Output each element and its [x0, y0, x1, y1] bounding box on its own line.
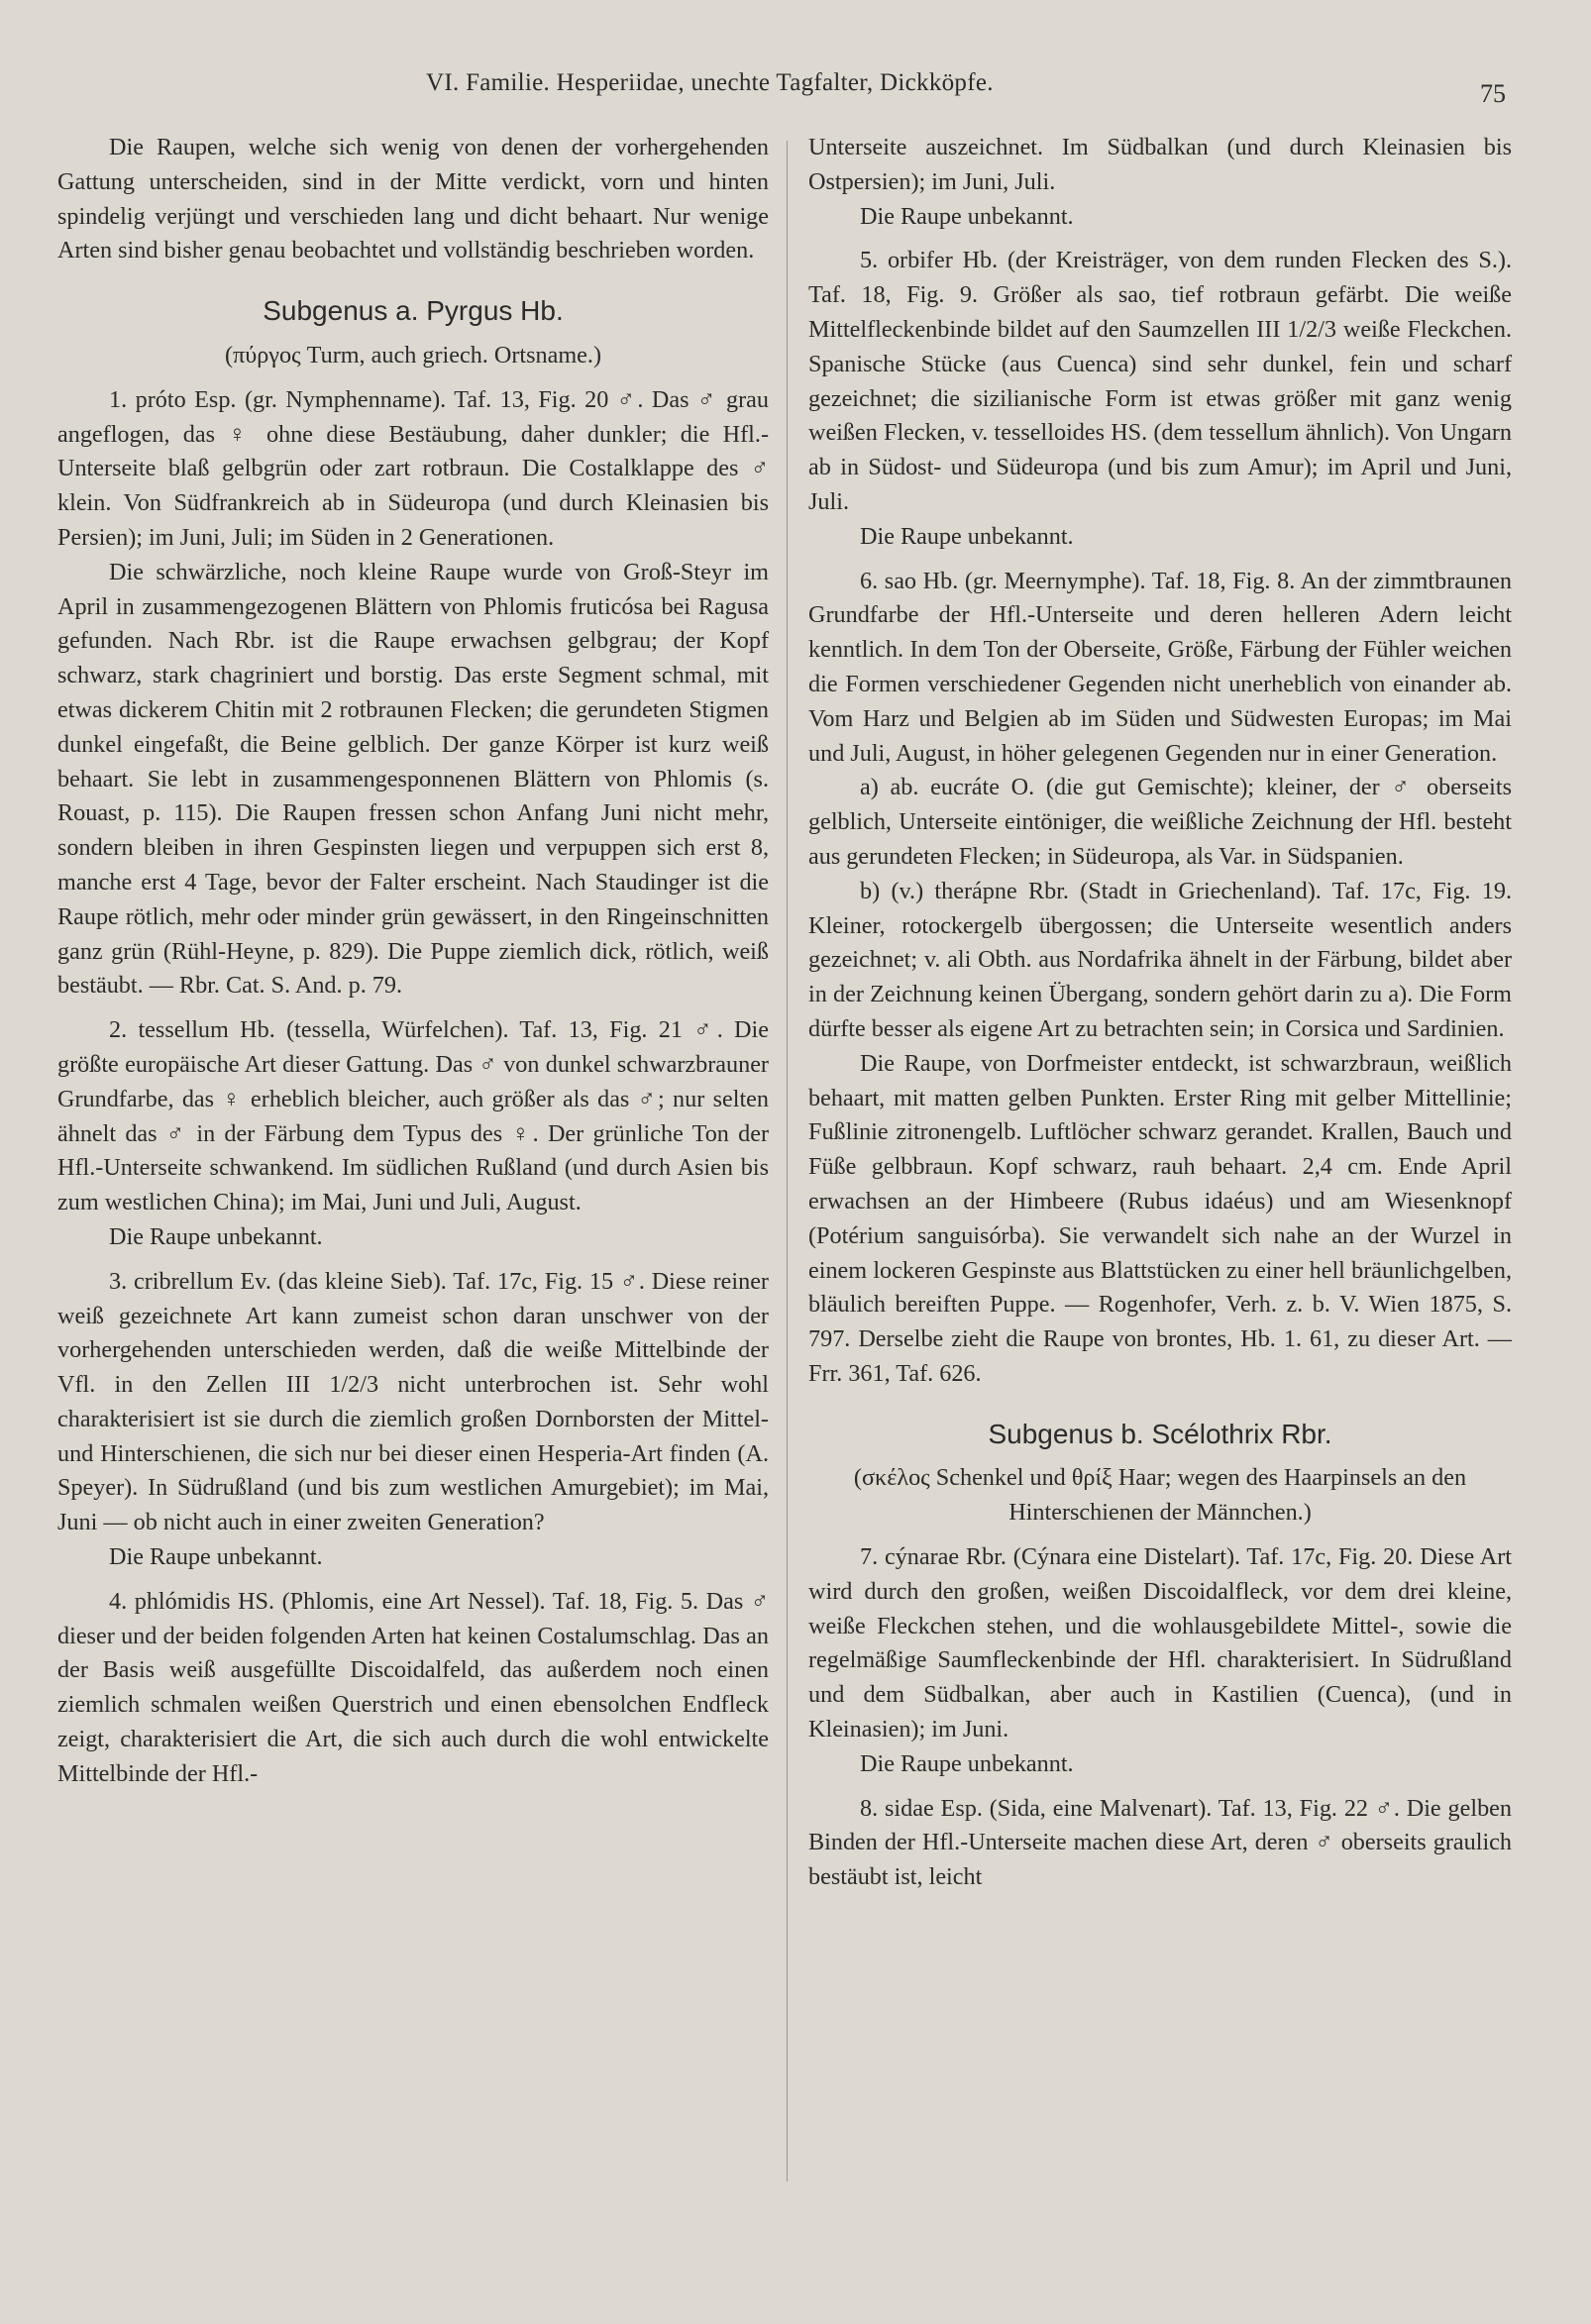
etymology-note: (σκέλος Schenkel und θρίξ Haar; wegen des Haarpinsels an den Hinterschienen der Männchen.) [853, 1464, 1467, 1527]
form-entry: a) ab. eucráte O. (die gut Gemischte); kleiner, der ♂ oberseits gelblich, Unterseite eintöniger, die weißliche Zeichnung der Hfl. besteht aus gerundeten Flecken; in Südeuropa, als Var. in Südspanien. [808, 774, 1512, 870]
species-entry: 8. sidae Esp. (Sida, eine Malvenart). Taf. 13, Fig. 22 ♂. Die gelben Binden der Hfl.-Unterseite machen diese Art, deren ♂ oberseits graulich bestäubt ist, leicht [808, 1794, 1512, 1891]
species-entry: 1. próto Esp. (gr. Nymphenname). Taf. 13, Fig. 20 ♂. Das ♂ grau angeflogen, das ♀ ohne diese Bestäubung, daher dunkler; die Hfl.-Unterseite blaß gelbgrün oder zart rotbraun. Die Costalklappe des ♂ klein. Von Südfrankreich ab in Südeuropa (und durch Kleinasien bis Persien); im Juni, Juli; im Süden in 2 Generationen. [57, 385, 769, 551]
left-column [57, 131, 769, 1792]
species-entry: 4. phlómidis HS. (Phlomis, eine Art Nessel). Taf. 18, Fig. 5. Das ♂ dieser und der beiden folgenden Arten hat keinen Costalumschlag. Das an der Basis weiß ausgefüllte Discoidalfeld, das außerdem noch einen ziemlich schmalen weißen Querstrich und einen ebensolchen Endfleck zeigt, charakterisiert die Art, die sich auch durch die wohl entwickelte Mittelbinde der Hfl.- [57, 1587, 769, 1787]
caterpillar-note: Die Raupe unbekannt. [860, 202, 1074, 230]
paragraph: Die Raupen, welche sich wenig von denen der vorhergehenden Gattung unterscheiden, sind in der Mitte verdickt, vorn und hinten spindelig verjüngt und verschieden lang und dicht behaart. Nur wenige Arten sind bisher genau beobachtet und vollständig beschrieben worden. [57, 134, 769, 264]
paragraph: Die schwärzliche, noch kleine Raupe wurde von Groß-Steyr im April in zusammengezogenen Blättern von Phlomis fruticósa bei Ragusa gefunden. Nach Rbr. ist die Raupe erwachsen gelbgrau; der Kopf schwarz, stark chagriniert und borstig. Das erste Segment schmal, mit etwas dickerem Chitin mit 2 rotbraunen Flecken; die gerundeten Stigmen dunkel eingefaßt, die Beine gelblich. Der ganze Körper ist kurz weiß behaart. Sie lebt in zusammengesponnenen Blättern von Phlomis (s. Rouast, p. 115). Die Raupen fressen schon Anfang Juni nicht mehr, sondern bleiben in ihren Gespinsten liegen und verpuppen sich erst 8, manche erst 4 Tage, bevor der Falter erscheint. Nach Staudinger ist die Raupe rötlich, mehr oder minder grün gewässert, in den Ringeinschnitten ganz grün (Rühl-Heyne, p. 829). Die Puppe ziemlich dick, rötlich, weiß bestäubt. — Rbr. Cat. S. And. p. 79. [57, 558, 769, 1000]
running-head: VI. Familie. Hesperiidae, unechte Tagfalter, Dickköpfe. [426, 69, 994, 96]
species-entry: 3. cribrellum Ev. (das kleine Sieb). Taf. 17c, Fig. 15 ♂. Diese reiner weiß gezeichnete Art kann zumeist schon daran unschwer von der vorhergehenden unterschieden werden, daß die weiße Mittelbinde der Vfl. in den Zellen III 1/2/3 nicht unterbrochen ist. Sehr wohl charakterisiert ist sie durch die ziemlich großen Dornborsten der Mittel- und Hinterschienen, die sich nur bei dieser einen Hesperia-Art finden (A. Speyer). In Südrußland (und bis zum westlichen Amurgebiet); im Mai, Juni — ob nicht auch in einer zweiten Generation? [57, 1267, 769, 1536]
caterpillar-note: Die Raupe unbekannt. [860, 1749, 1074, 1777]
etymology-note: (πύργος Turm, auch griech. Ortsname.) [224, 341, 602, 369]
paragraph: Unterseite auszeichnet. Im Südbalkan (und durch Kleinasien bis Ostpersien); im Juni, Juli. [808, 134, 1512, 195]
caterpillar-note: Die Raupe unbekannt. [860, 522, 1074, 550]
right-column [808, 131, 1512, 1895]
species-entry: 2. tessellum Hb. (tessella, Würfelchen). Taf. 13, Fig. 21 ♂. Die größte europäische Art dieser Gattung. Das ♂ von dunkel schwarzbrauner Grundfarbe, das ♀ erheblich bleicher, auch größer als das ♂; nur selten ähnelt das ♂ in der Färbung dem Typus des ♀. Der grünliche Ton der Hfl.-Unterseite schwankend. Im südlichen Rußland (und durch Asien bis zum westlichen China); im Mai, Juni und Juli, August. [57, 1016, 769, 1216]
paragraph: Die Raupe, von Dorfmeister entdeckt, ist schwarzbraun, weißlich behaart, mit matten gelben Punkten. Erster Ring mit gelber Mittellinie; Fußlinie zitronengelb. Luftlöcher schwarz gerandet. Krallen, Bauch und Füße gelbbraun. Kopf schwarz, rauh behaart. 2,4 cm. Ende April erwachsen an der Himbeere (Rubus idaéus) und am Wiesenknopf (Potérium sanguisórba). Sie verwandelt sich nahe an der Wurzel in einem lockeren Gespinste aus Blattstücken zu einer hell bräunlichgelben, bläulich bereiften Puppe. — Rogenhofer, Verh. z. b. V. Wien 1875, S. 797. Derselbe zieht die Raupe von brontes, Hb. 1. 61, zu dieser Art. — Frr. 361, Taf. 626. [808, 1049, 1512, 1387]
species-entry: 6. sao Hb. (gr. Meernymphe). Taf. 18, Fig. 8. An der zimmtbraunen Grundfarbe der Hfl.-Unterseite und deren helleren Adern leicht kenntlich. In dem Ton der Oberseite, Größe, Färbung der Fühler weichen die Formen verschiedener Gegenden nicht unerheblich von einander ab. Vom Harz und Belgien ab im Süden und Südwesten Europas; im Mai und Juli, August, in höher gelegenen Gegenden nur in einer Generation. [808, 567, 1512, 767]
page-number: 75 [1480, 79, 1506, 108]
form-entry: b) (v.) therápne Rbr. (Stadt in Griechenland). Taf. 17c, Fig. 19. Kleiner, rotockergelb übergossen; die Unterseite wesentlich anders gezeichnet; v. ali Obth. aus Nordafrika ähnelt in der Färbung, bildet aber in der Zeichnung keinen Übergang, sondern gehört darin zu a). Die Form dürfte besser als eigene Art zu betrachten sein; in Corsica und Sardinien. [808, 877, 1512, 1042]
caterpillar-note: Die Raupe unbekannt. [109, 1543, 323, 1571]
caterpillar-note: Die Raupe unbekannt. [109, 1222, 323, 1250]
column-divider [787, 141, 788, 2181]
species-entry: 5. orbifer Hb. (der Kreisträger, von dem runden Flecken des S.). Taf. 18, Fig. 9. Größer als sao, tief rotbraun gefärbt. Die weiße Mittelfleckenbinde bildet auf den Saumzellen III 1/2/3 weiße Fleckchen. Spanische Stücke (aus Cuenca) sind sehr dunkel, fein und scharf gezeichnet; die sizilianische Form ist etwas größer mit ganz wenig weißen Flecken, v. tesselloides HS. (dem tessellum ähnlich). Von Ungarn ab in Südost- und Südeuropa (und bis zum Amur); im April und Juni, Juli. [808, 247, 1512, 515]
species-entry: 7. cýnarae Rbr. (Cýnara eine Distelart). Taf. 17c, Fig. 20. Diese Art wird durch den großen, weißen Discoidalfleck, vor dem drei kleine, weiße Fleckchen stehen, und die wohlausgebildete Mittel-, sowie die regelmäßige Saumfleckenbinde der Hfl. charakterisiert. In Südrußland und dem Südbalkan, aber auch in Kastilien (Cuenca), (und in Kleinasien); im Juni. [808, 1543, 1512, 1743]
subgenus-heading: Subgenus b. Scélothrix Rbr. [988, 1418, 1332, 1449]
subgenus-heading: Subgenus a. Pyrgus Hb. [263, 295, 564, 327]
